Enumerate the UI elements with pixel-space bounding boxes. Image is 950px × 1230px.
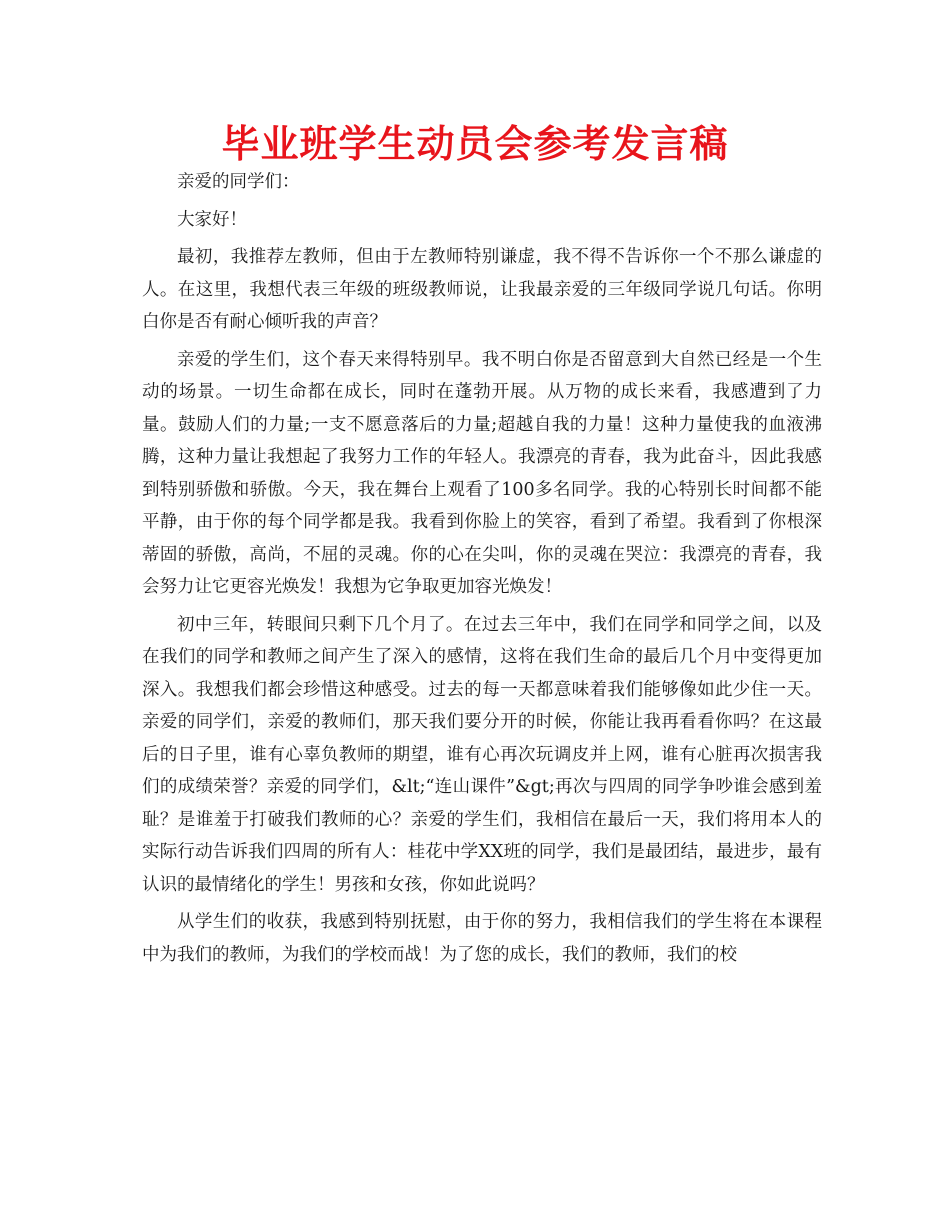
paragraph-greeting: 大家好！: [177, 209, 247, 230]
paragraph-salutation: 亲爱的同学们：: [177, 172, 300, 192]
document-body: [142, 166, 822, 976]
paragraph: 亲爱的学生们，这个春天来得特别早。我不明白你是否留意到大自然已经是一个生动的场景。一切生命都在成长，同时在蓬勃开展。从万物的成长来看，我感遭到了力量。鼓励人们的力量;一支不愿意落后的力量;超越自我的力量！这种力量使我的血液沸腾，这种力量让我想起了我努力工作的年轻人。我漂亮的青春，我为此奋斗，因此我感到特别骄傲和骄傲。今天，我在舞台上观看了100多名同学。我的心特别长时间都不能平静，由于你的每个同学都是我。我看到你脸上的笑容，看到了希望。我看到了你根深蒂固的骄傲，高尚，不屈的灵魂。你的心在尖叫，你的灵魂在哭泣：我漂亮的青春，我会努力让它更容光焕发！我想为它争取更加容光焕发！: [142, 349, 822, 597]
paragraph: 从学生们的收获，我感到特别抚慰，由于你的努力，我相信我们的学生将在本课程中为我们的教师，为我们的学校而战！为了您的成长，我们的教师，我们的校: [142, 912, 822, 965]
paragraph: 初中三年，转眼间只剩下几个月了。在过去三年中，我们在同学和同学之间，以及在我们的同学和教师之间产生了深入的感情，这将在我们生命的最后几个月中变得更加深入。我想我们都会珍惜这种感受。过去的每一天都意味着我们能够像如此少住一天。亲爱的同学们，亲爱的教师们，那天我们要分开的时候，你能让我再看看你吗？在这最后的日子里，谁有心辜负教师的期望，谁有心再次玩调皮并上网，谁有心脏再次损害我们的成绩荣誉？亲爱的同学们，&lt;“连山课件”&gt;再次与四周的同学争吵谁会感到羞耻？是谁羞于打破我们教师的心？亲爱的学生们，我相信在最后一天，我们将用本人的实际行动告诉我们四周的所有人：桂花中学XX班的同学，我们是最团结，最进步，最有认识的最情绪化的学生！男孩和女孩，你如此说吗？: [142, 614, 822, 895]
document-title: 毕业班学生动员会参考发言稿: [221, 122, 729, 166]
paragraph: 最初，我推荐左教师，但由于左教师特别谦虚，我不得不告诉你一个不那么谦虚的人。在这里，我想代表三年级的班级教师说，让我最亲爱的三年级同学说几句话。你明白你是否有耐心倾听我的声音？: [142, 247, 822, 332]
